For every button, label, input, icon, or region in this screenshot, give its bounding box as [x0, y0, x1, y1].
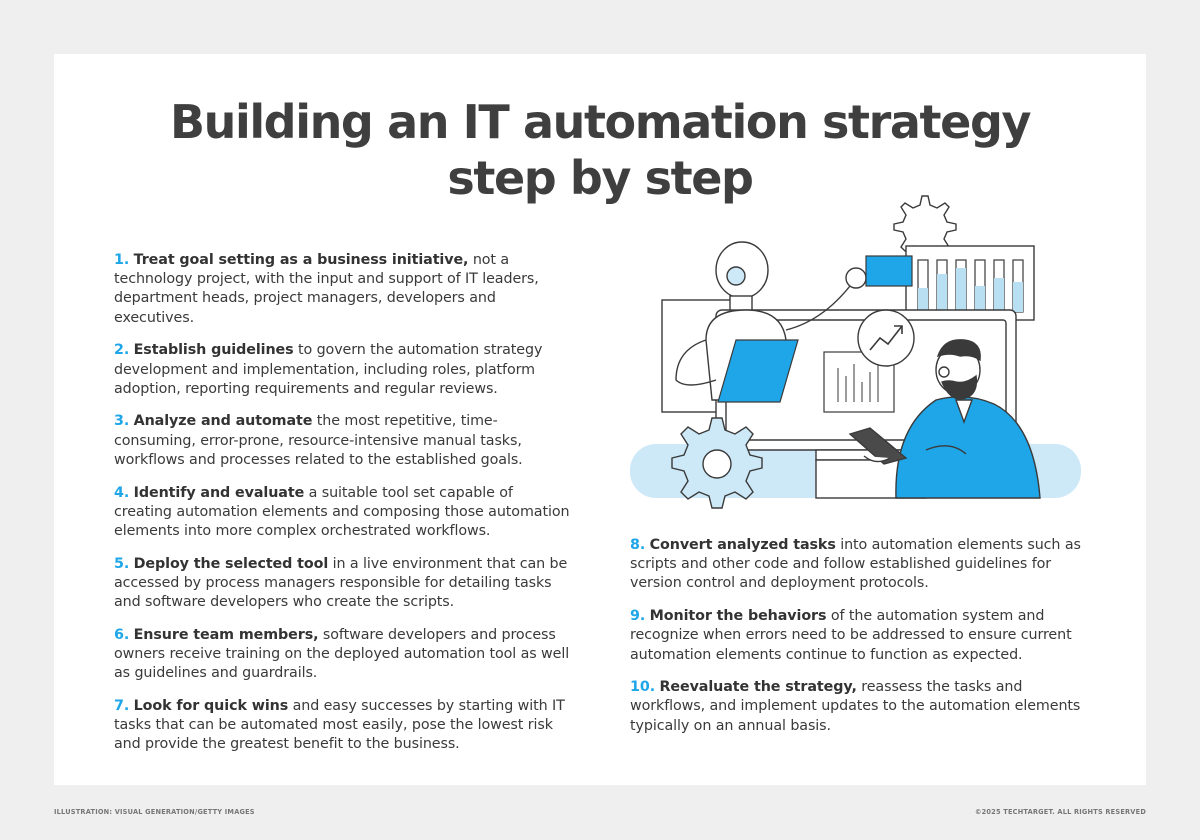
step-number: 9. — [630, 608, 646, 625]
step-lead: Analyze and automate — [133, 413, 313, 430]
step-lead: Establish guidelines — [133, 342, 294, 359]
step-text: to govern the automation strategy development and implementation, including roles, platform adoption, reporting requirements and regular reviews. — [114, 342, 543, 397]
step-item — [114, 555, 574, 613]
step-number: 5. — [114, 555, 130, 572]
step-text: not a technology project, with the input and support of IT leaders, department heads, project managers, developers and executives. — [114, 252, 539, 326]
line-chart-icon — [858, 310, 914, 366]
step-item — [630, 607, 1092, 665]
step-item — [114, 251, 574, 328]
step-text: in a live environment that can be accessed by process managers responsible for detailing tasks and software developers who create the scripts. — [114, 555, 568, 611]
step-text: into automation elements such as scripts and other code and follow established guidelines for version control and deployment protocols. — [630, 537, 1081, 592]
step-text: of the automation system and recognize when errors need to be addressed to ensure current automation elements continue to function as expected. — [630, 608, 1072, 663]
step-item — [114, 412, 574, 470]
gear-icon — [672, 418, 762, 508]
step-number: 4. — [114, 484, 130, 501]
copyright-notice: ©2025 TECHTARGET. ALL RIGHTS RESERVED — [974, 808, 1146, 816]
step-item — [630, 678, 1092, 736]
step-lead: Identify and evaluate — [133, 484, 305, 501]
step-lead: Ensure team members, — [133, 626, 319, 643]
steps-list-left — [114, 251, 574, 768]
step-item — [114, 341, 574, 399]
automation-illustration — [626, 190, 1086, 520]
step-lead: Deploy the selected tool — [133, 555, 329, 572]
card-icon — [866, 256, 912, 286]
step-number: 3. — [114, 413, 130, 430]
step-text: the most repetitive, time-consuming, error-prone, resource-intensive manual tasks, workflows and processes related to the established goals. — [114, 413, 523, 468]
step-item — [114, 626, 574, 684]
step-text: a suitable tool set capable of creating automation elements and composing those automation elements into more complex orchestrated workflows. — [114, 484, 570, 539]
step-text: software developers and process owners receive training on the deployed automation tool as well as guidelines and guardrails. — [114, 626, 570, 682]
step-lead: Treat goal setting as a business initiative, — [133, 252, 469, 268]
step-text: reassess the tasks and workflows, and implement updates to the automation elements typically on an annual basis. — [630, 679, 1081, 734]
step-item — [114, 484, 574, 542]
steps-list-right — [630, 536, 1092, 749]
step-lead: Look for quick wins — [133, 697, 289, 714]
step-number: 6. — [114, 626, 130, 643]
title-line-1: Building an IT automation strategy — [169, 95, 1031, 149]
step-number: 10. — [630, 679, 656, 696]
step-lead: Convert analyzed tasks — [649, 537, 836, 553]
step-number: 1. — [114, 252, 130, 268]
illustration-credit: ILLUSTRATION: VISUAL GENERATION/GETTY IMAGES — [54, 808, 255, 816]
step-number: 7. — [114, 697, 130, 714]
step-lead: Reevaluate the strategy, — [659, 679, 857, 696]
bar-chart-icon — [906, 246, 1034, 320]
step-number: 8. — [630, 537, 646, 553]
step-item — [114, 697, 574, 755]
title-line-2: step by step — [447, 151, 753, 205]
step-lead: Monitor the behaviors — [649, 608, 827, 625]
step-item — [630, 536, 1092, 594]
step-text: and easy successes by starting with IT tasks that can be automated most easily, pose the lowest risk and provide the greatest benefit to the business. — [114, 697, 565, 753]
step-number: 2. — [114, 342, 130, 359]
